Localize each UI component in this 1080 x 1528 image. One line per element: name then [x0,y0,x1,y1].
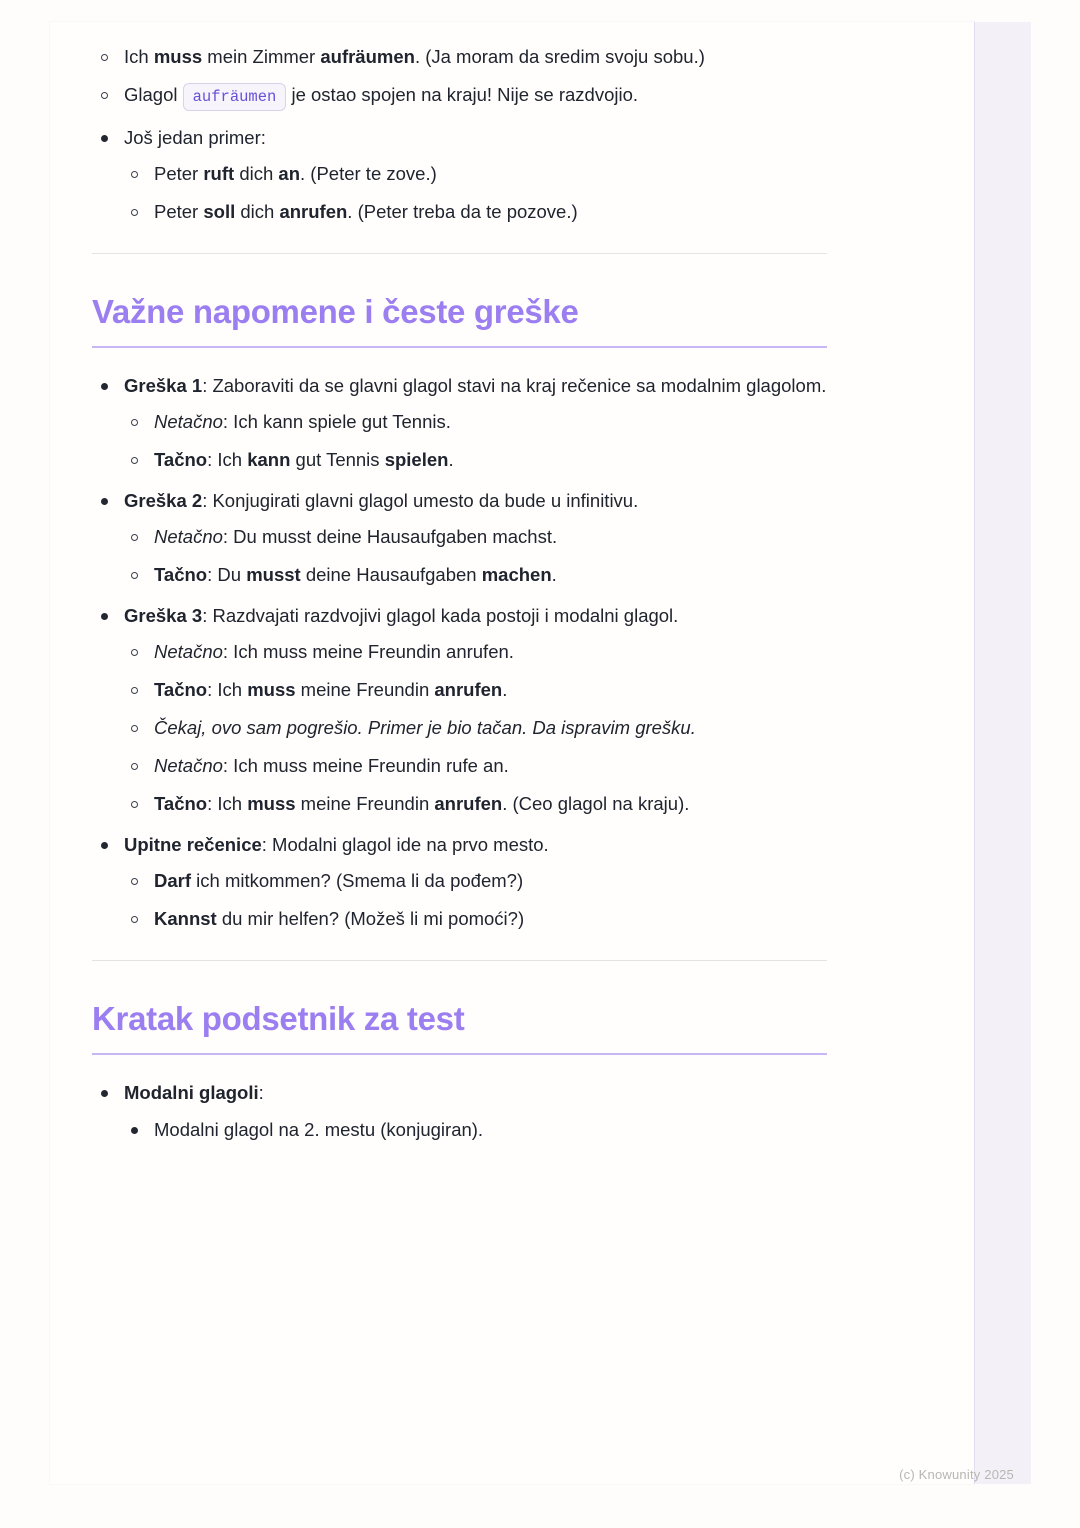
inline-code: aufräumen [183,83,287,111]
text-run: deine Hausaufgaben [300,564,482,585]
emphasis-bold: Greška 2 [124,490,203,511]
text-run: . (Ja moram da sredim svoju sobu.) [414,46,705,67]
document-content [92,40,852,1155]
second-example-sublist [122,159,852,227]
text-run: Ich [124,46,154,67]
text-run: gut Tennis [290,449,385,470]
list-item [122,560,852,590]
text-run: : Ich [207,449,248,470]
text-run: . [448,449,454,470]
list-item [92,42,852,72]
emphasis-italic: Netačno [154,526,223,547]
emphasis-bold: Tačno [154,793,208,814]
list-item [122,1114,852,1145]
list-item [122,751,852,781]
text-run: : Ich [207,793,248,814]
mistake-sublist [122,522,852,590]
watermark: (c) Knowunity 2025 [899,1467,1014,1482]
text-run: : Ich muss meine Freundin anrufen. [222,641,514,662]
emphasis-bold: Tačno [154,564,208,585]
top-example-list [92,42,852,112]
text-run: meine Freundin [295,793,435,814]
text-run: : Ich [207,679,248,700]
emphasis-bold: spielen [384,449,449,470]
text-run: . (Peter treba da te pozove.) [347,201,578,222]
second-example-block [92,122,852,153]
list-item [92,370,852,401]
list-item [92,600,852,631]
list-item [92,1077,852,1108]
emphasis-bold: Upitne rečenice [124,834,262,855]
emphasis-bold: Kannst [154,908,217,929]
text-run: . (Peter te zove.) [300,163,437,184]
emphasis-bold: Greška 1 [124,375,203,396]
list-item [92,122,852,153]
text-run: dich [235,201,280,222]
list-item [122,713,852,743]
emphasis-bold: ruft [203,163,235,184]
mistake-block [92,600,852,631]
section-rule [92,346,827,348]
text-run: : Konjugirati glavni glagol umesto da bude u infinitivu. [202,490,639,511]
sections-container [92,292,852,1145]
emphasis-italic: Netačno [154,411,223,432]
list-item [122,445,852,475]
list-item [122,522,852,552]
section-heading: Kratak podsetnik za test [92,1000,465,1037]
list-item [92,80,852,112]
section-divider [92,960,827,961]
mistake-block [92,370,852,401]
text-run: : Ich kann spiele gut Tennis. [222,411,451,432]
emphasis-bold: an [278,163,300,184]
list-item [92,829,852,860]
emphasis-bold: kann [247,449,291,470]
text-run: : Du musst deine Hausaufgaben machst. [222,526,558,547]
page-side-strip [974,22,1031,1484]
text-run: : Modalni glagol ide na prvo mesto. [261,834,549,855]
text-run: : Zaboraviti da se glavni glagol stavi na kraj rečenice sa modalnim glagolom. [202,375,827,396]
list-item [122,159,852,189]
mistake-block [92,829,852,860]
text-run: ich mitkommen? (Smema li da pođem?) [191,870,524,891]
emphasis-bold: soll [203,201,236,222]
emphasis-bold: machen [481,564,552,585]
list-item [122,866,852,896]
emphasis-bold: Greška 3 [124,605,203,626]
text-run: Modalni glagol na 2. mestu (konjugiran). [154,1119,484,1140]
text-run: je ostao spojen na kraju! Nije se razdvojio. [286,84,639,105]
emphasis-bold: anrufen [434,679,503,700]
emphasis-bold: muss [153,46,203,67]
second-example-lead: Još jedan primer: [124,127,266,148]
emphasis-bold: anrufen [279,201,348,222]
list-item [92,485,852,516]
text-run: : [258,1082,264,1103]
mistake-sublist [122,637,852,819]
text-run: . (Ceo glagol na kraju). [502,793,690,814]
section-divider [92,253,827,254]
text-run: Peter [154,163,204,184]
emphasis-bold: anrufen [434,793,503,814]
emphasis-italic: Čekaj, ovo sam pogrešio. Primer je bio tačan. Da ispravim grešku. [154,717,696,738]
text-run: : Razdvajati razdvojivi glagol kada postoji i modalni glagol. [202,605,679,626]
emphasis-bold: aufräumen [320,46,415,67]
emphasis-bold: Tačno [154,449,208,470]
emphasis-bold: muss [247,679,296,700]
emphasis-bold: Darf [154,870,192,891]
emphasis-bold: musst [246,564,301,585]
text-run: dich [234,163,279,184]
mistake-sublist [122,1114,852,1145]
text-run: : Ich muss meine Freundin rufe an. [222,755,509,776]
emphasis-bold: muss [247,793,296,814]
list-item [122,904,852,934]
list-item [122,675,852,705]
mistake-block [92,485,852,516]
emphasis-bold: Modalni glagoli [124,1082,259,1103]
emphasis-italic: Netačno [154,641,223,662]
section-rule [92,1053,827,1055]
list-item [122,637,852,667]
text-run: Peter [154,201,204,222]
text-run: . [502,679,508,700]
mistake-sublist [122,866,852,934]
mistake-block [92,1077,852,1108]
section-heading: Važne napomene i česte greške [92,293,579,330]
text-run: Glagol [124,84,183,105]
text-run: mein Zimmer [202,46,321,67]
text-run: du mir helfen? (Možeš li mi pomoći?) [216,908,525,929]
text-run: : Du [207,564,247,585]
list-item [122,197,852,227]
emphasis-italic: Netačno [154,755,223,776]
text-run: meine Freundin [295,679,435,700]
list-item [122,407,852,437]
emphasis-bold: Tačno [154,679,208,700]
mistake-sublist [122,407,852,475]
list-item [122,789,852,819]
text-run: . [551,564,557,585]
